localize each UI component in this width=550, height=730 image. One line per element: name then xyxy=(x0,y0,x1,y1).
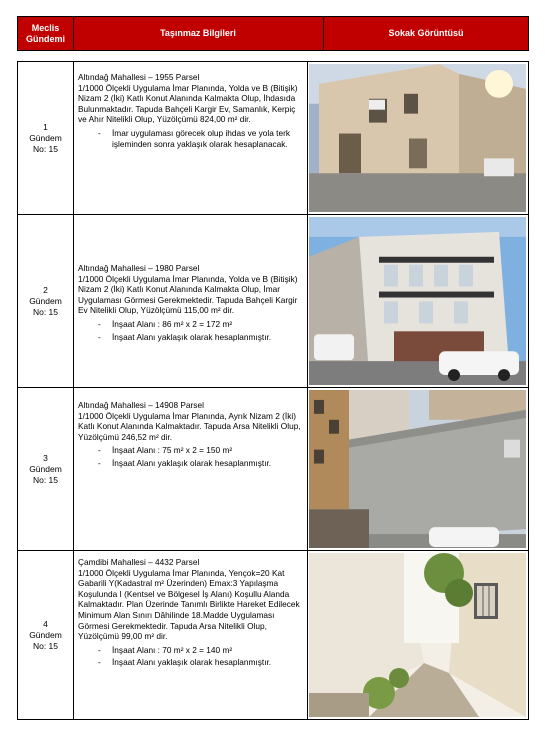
table-row xyxy=(18,215,528,388)
agenda-no: No: 15 xyxy=(32,640,59,651)
agenda-number: 3 xyxy=(43,452,48,463)
agenda-number-cell xyxy=(18,62,74,214)
agenda-number-cell xyxy=(18,215,74,387)
parcel-note: - İmar uygulaması görecek olup ihdas ve yola terk işleminden sonra yaklaşık olarak hesaplanacak. xyxy=(112,128,303,149)
parcel-info xyxy=(74,388,308,550)
agenda-label: Gündem xyxy=(29,629,62,640)
street-photo-house-with-ac xyxy=(309,64,526,212)
parcel-note: - İnşaat Alanı : 70 m² x 2 = 140 m² xyxy=(112,645,303,656)
parcel-text: 1/1000 Ölçekli Uygulama İmar Planında, Yençok=20 Kat Gabarili Y(Kadastral m² Üzerinden) Emax:3 Yapılaşma Koşulunda I (Kentsel ve Bölgesel İş Alanı) Koşullu Alanda Kalmaktadır. Plan Üzerinde Tanımlı Birlikte Hareket Edilecek Minimum Alan Sınırı Dâhilinde 18.Madde Uygulaması Görmesi Gerekmektedir. Tapuda Arsa Nitelikli Olup, Yüzölçümü 99,00 m² dir. xyxy=(78,567,300,642)
parcel-text: 1/1000 Ölçekli Uygulama İmar Planında, Yolda ve B (Bitişik) Nizam 2 (İki) Katlı Konut Alanında Kalmakta Olup, İhdasıda Bulunmaktadır. Tapuda Bahçeli Kargir Ev, Samanlık, Kerpiç ve Ahır Nitelikli Olup, Yüzölçümü 824,00 m² dir. xyxy=(78,82,298,125)
agenda-no: No: 15 xyxy=(32,474,59,485)
parcel-text: 1/1000 Ölçekli Uygulama İmar Planında, Ayrık Nizam 2 (İki) Katlı Konut Alanında Kalmaktadır. Tapuda Arsa Nitelikli Olup, Yüzölçümü 246,52 m² dir. xyxy=(78,410,301,442)
parcel-info xyxy=(74,551,308,719)
parcel-notes xyxy=(78,645,303,668)
parcel-info xyxy=(74,62,308,214)
parcel-note: - İnşaat Alanı yaklaşık olarak hesaplanmıştır. xyxy=(112,332,303,343)
agenda-number: 4 xyxy=(43,618,48,629)
agenda-label: Gündem xyxy=(29,132,62,143)
header-sokak-goruntusu: Sokak Görüntüsü xyxy=(388,28,464,38)
street-photo-building-with-cars xyxy=(309,217,526,385)
header-col1-line2: Gündemi xyxy=(25,33,65,44)
header-col1-line1: Meclis xyxy=(31,22,60,33)
parcel-text: 1/1000 Ölçekli Uygulama İmar Planında, Yolda ve B (Bitişik) Nizam 2 (İki) Katlı Konut Alanında Kalmakta Olup, İmar Uygulaması Görmesi Gerekmektedir. Tapuda Bahçeli Kargir Ev Nitelikli Olup, Yüzölçümü 115,00 m² dir. xyxy=(78,273,298,316)
parcel-note: - İnşaat Alanı yaklaşık olarak hesaplanmıştır. xyxy=(112,657,303,668)
agenda-number: 2 xyxy=(43,284,48,295)
parcel-table xyxy=(17,61,529,720)
parcel-note: - İnşaat Alanı yaklaşık olarak hesaplanmıştır. xyxy=(112,458,303,469)
agenda-no: No: 15 xyxy=(32,143,59,154)
parcel-title: Çamdibi Mahallesi – 4432 Parsel xyxy=(78,557,200,567)
parcel-title: Altındağ Mahallesi – 14908 Parsel xyxy=(78,400,204,410)
agenda-no: No: 15 xyxy=(32,306,59,317)
agenda-label: Gündem xyxy=(29,463,62,474)
agenda-label: Gündem xyxy=(29,295,62,306)
agenda-number-cell xyxy=(18,388,74,550)
parcel-title: Altındağ Mahallesi – 1980 Parsel xyxy=(78,263,200,273)
street-photo-narrow-alley xyxy=(309,553,526,717)
parcel-note: - İnşaat Alanı : 86 m² x 2 = 172 m² xyxy=(112,319,303,330)
parcel-title: Altındağ Mahallesi – 1955 Parsel xyxy=(78,72,200,82)
header-meclis-gundemi xyxy=(18,17,74,50)
table-row xyxy=(18,388,528,551)
table-header xyxy=(17,16,529,51)
parcel-notes xyxy=(78,445,303,468)
parcel-info xyxy=(74,215,308,387)
parcel-notes xyxy=(78,319,303,342)
header-tasinmaz-bilgileri: Taşınmaz Bilgileri xyxy=(73,17,324,50)
table-row xyxy=(18,551,528,719)
agenda-number-cell xyxy=(18,551,74,719)
parcel-notes xyxy=(78,128,303,149)
street-photo-grey-wall xyxy=(309,390,526,548)
parcel-note: - İnşaat Alanı : 75 m² x 2 = 150 m² xyxy=(112,445,303,456)
table-row xyxy=(18,62,528,215)
agenda-number: 1 xyxy=(43,121,48,132)
